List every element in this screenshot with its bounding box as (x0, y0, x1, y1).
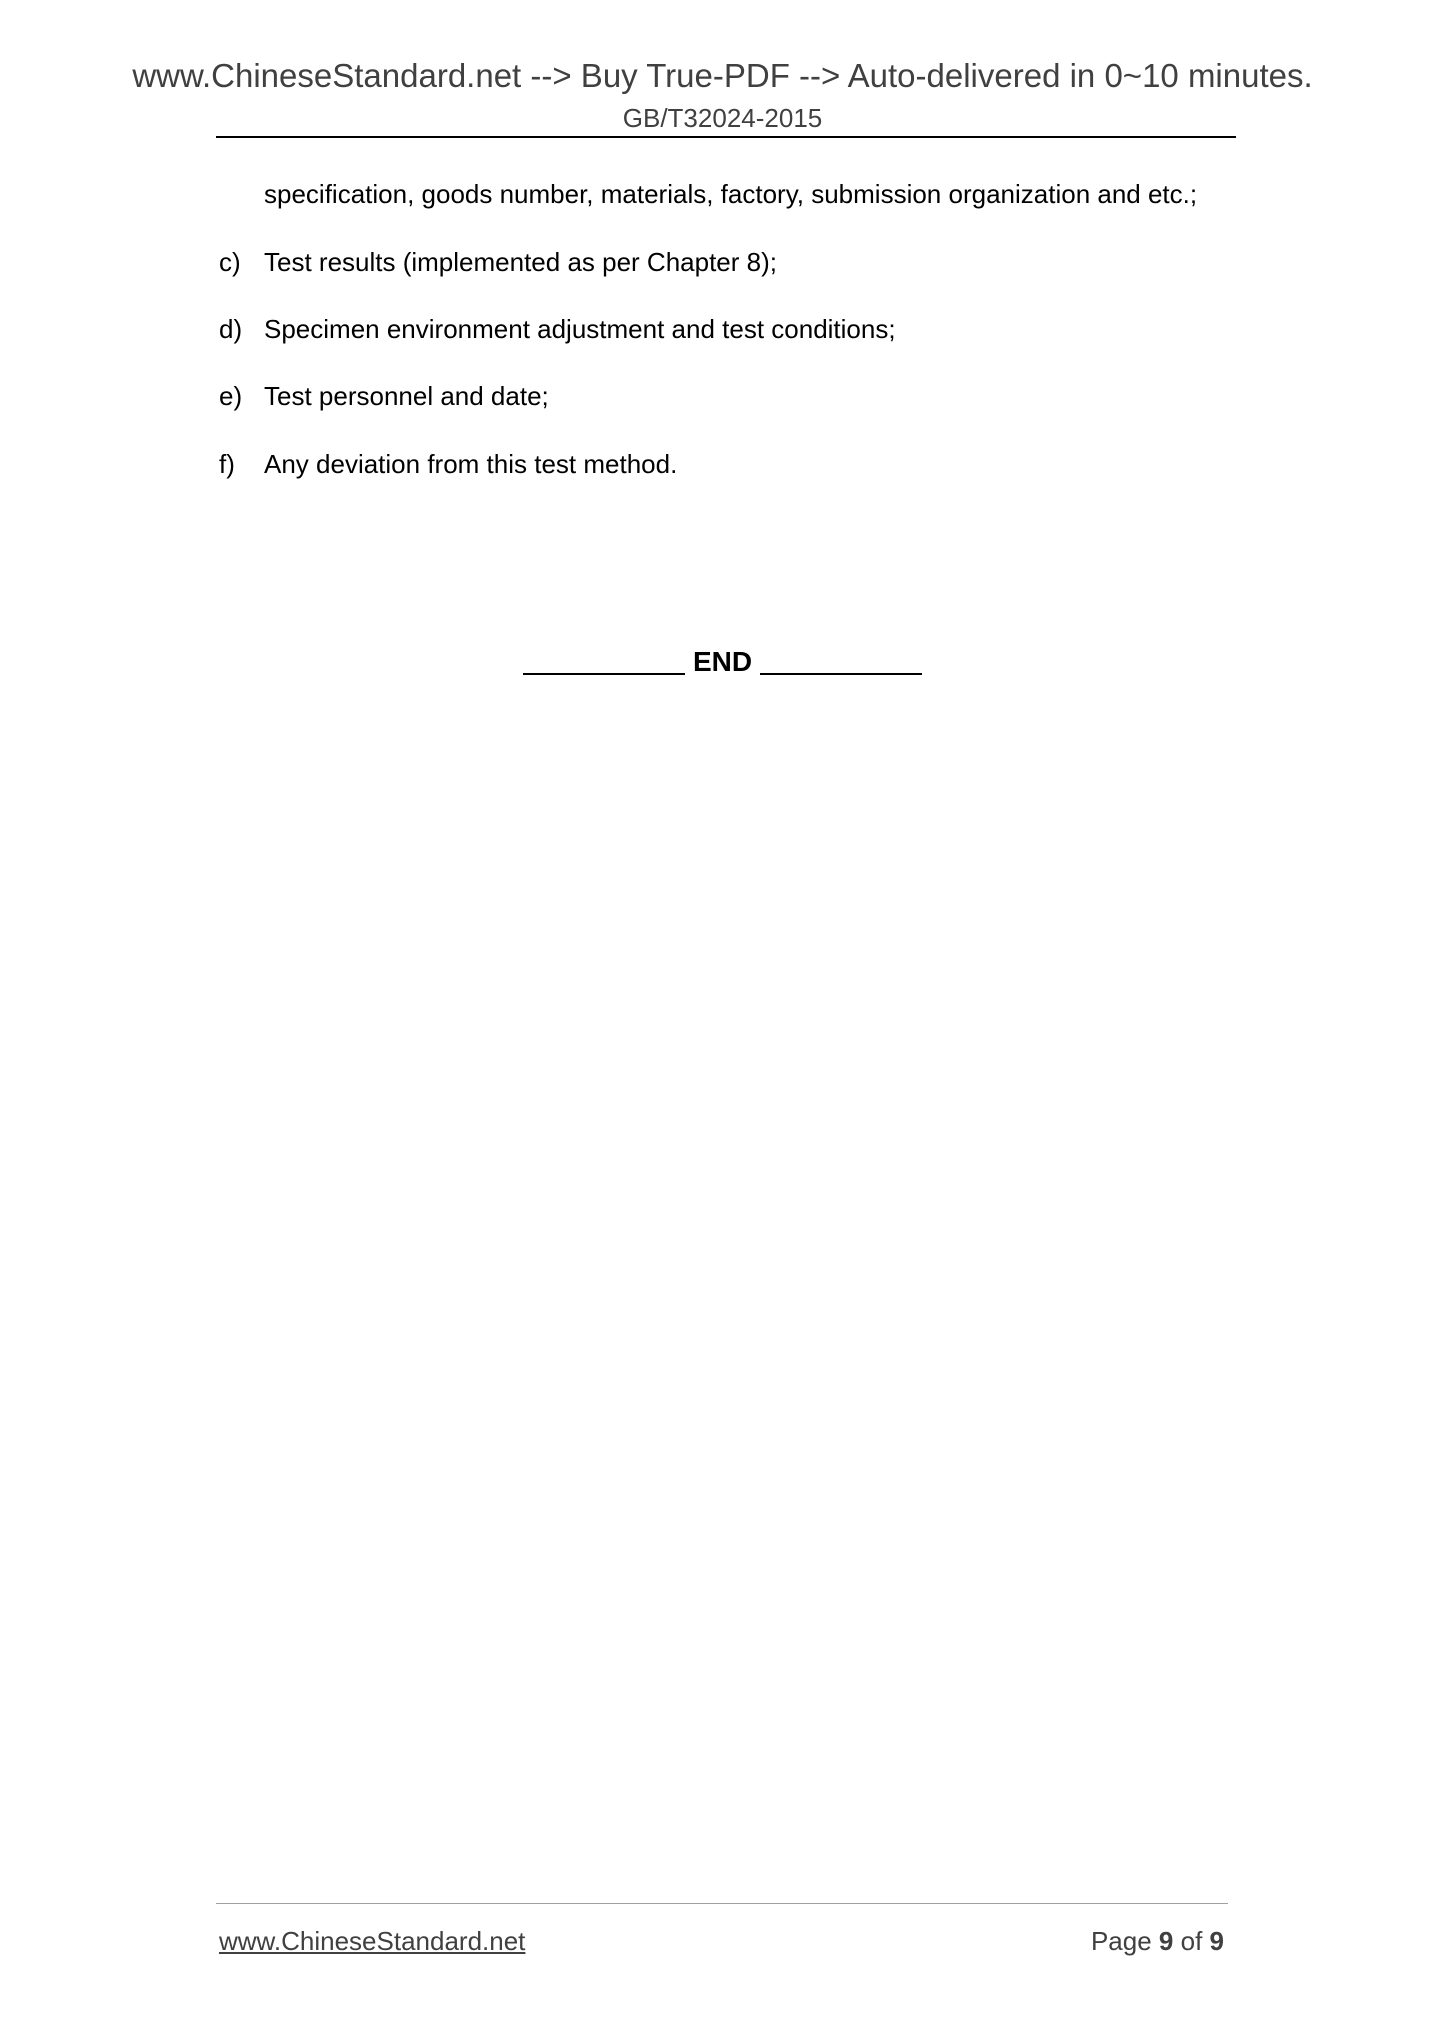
list-item-text: Test results (implemented as per Chapter 8); (264, 247, 777, 277)
list-marker: d) (219, 314, 243, 344)
end-rule-left (523, 673, 685, 675)
page-current: 9 (1158, 1926, 1174, 1956)
page-of: of (1180, 1926, 1203, 1956)
page-number (1091, 1925, 1224, 1957)
page-total: 9 (1209, 1926, 1224, 1956)
list-item-text: Any deviation from this test method. (264, 449, 678, 479)
continuation-line: specification, goods number, materials, factory, submission organization and etc.; (264, 179, 1198, 209)
footer-divider (216, 1903, 1228, 1904)
end-label: END (692, 646, 753, 677)
page-prefix: Page (1090, 1926, 1152, 1956)
list-marker: c) (219, 247, 241, 277)
end-marker (0, 644, 1445, 680)
list-marker: f) (219, 449, 235, 479)
footer-site-link[interactable]: www.ChineseStandard.net (219, 1926, 526, 1956)
list-marker: e) (219, 381, 243, 411)
end-rule-right (760, 673, 922, 675)
header-banner: www.ChineseStandard.net --> Buy True-PDF --> Auto-delivered in 0~10 minutes. (132, 57, 1313, 94)
header-divider (216, 136, 1236, 138)
standard-code: GB/T32024-2015 (622, 103, 823, 133)
list-item-text: Test personnel and date; (264, 381, 549, 411)
list-item-text: Specimen environment adjustment and test conditions; (264, 314, 896, 344)
